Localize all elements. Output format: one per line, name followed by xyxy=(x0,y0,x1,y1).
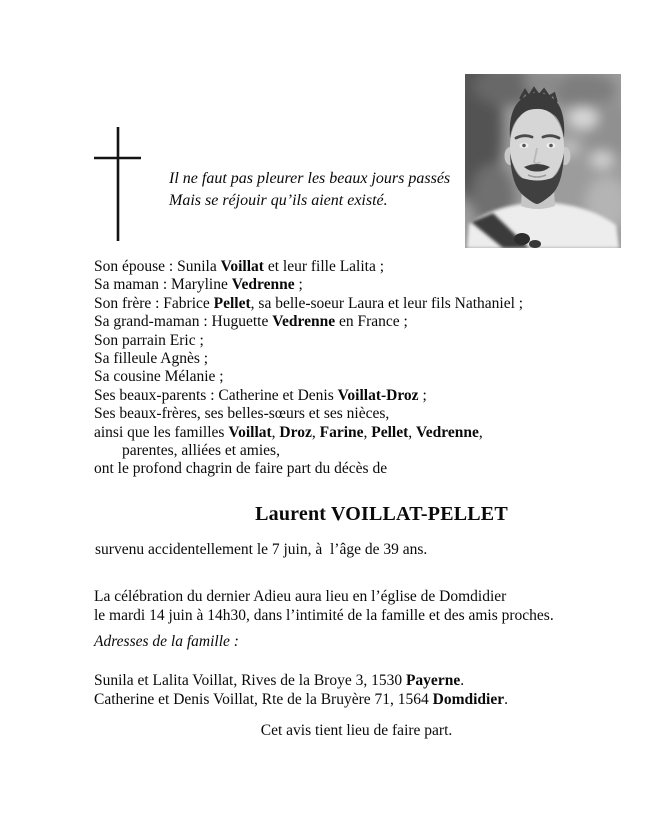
text-line xyxy=(94,276,523,294)
text-segment: Farine xyxy=(319,423,364,441)
text-segment: et leur fille Lalita ; xyxy=(263,258,385,275)
text-segment: Catherine et Denis Voillat, Rte de la Bruyère 71, 1564 xyxy=(94,690,433,708)
text-segment: ; xyxy=(294,276,303,294)
text-segment: Vedrenne xyxy=(416,423,479,441)
cross-icon xyxy=(90,121,150,251)
text-line xyxy=(94,405,523,423)
text-segment: . xyxy=(460,672,465,689)
epitaph-line-1: Il ne faut pas pleurer les beaux jours passés xyxy=(169,170,451,187)
death-circumstances: survenu accidentellement le 7 juin, à l’âge de 39 ans. xyxy=(95,541,428,558)
text-segment: Pellet xyxy=(371,423,409,441)
text-line xyxy=(94,442,523,460)
text-segment: en France ; xyxy=(335,313,408,331)
text-segment: , xyxy=(311,423,320,441)
text-line xyxy=(94,368,523,386)
text-line xyxy=(94,424,523,442)
text-segment: Sa cousine Mélanie ; xyxy=(94,368,224,386)
text-segment: Voillat xyxy=(220,258,264,275)
deceased-name: Laurent VOILLAT-PELLET xyxy=(255,503,508,525)
text-segment: Ses beaux-parents : Catherine et Denis xyxy=(94,386,338,404)
text-line xyxy=(94,387,523,405)
text-segment: ; xyxy=(418,386,427,404)
text-line xyxy=(94,350,523,368)
text-segment: Droz xyxy=(279,423,312,441)
text-line xyxy=(94,258,523,276)
text-segment: , xyxy=(271,423,280,441)
text-segment: Voillat-Droz xyxy=(337,386,419,404)
text-segment: Sa grand-maman : Huguette xyxy=(94,313,273,331)
text-segment: , xyxy=(363,423,372,441)
text-segment: . xyxy=(504,690,508,708)
text-segment: Ses beaux-frères, ses belles-sœurs et ses nièces, xyxy=(94,405,390,423)
text-segment: Pellet xyxy=(213,294,251,312)
portrait-photo xyxy=(465,74,621,248)
ceremony-line-2: le mardi 14 juin à 14h30, dans l’intimité de la famille et des amis proches. xyxy=(94,606,554,624)
text-line xyxy=(94,313,523,331)
text-segment: ainsi que les familles xyxy=(94,423,229,441)
text-segment: Sa maman : Maryline xyxy=(94,276,232,294)
epitaph-line-2: Mais se réjouir qu’ils aient existé. xyxy=(169,191,388,209)
ceremony-details xyxy=(94,588,554,625)
text-line xyxy=(94,295,523,313)
text-segment: ont le profond chagrin de faire part du décès de xyxy=(94,460,388,478)
text-line xyxy=(94,672,508,691)
text-segment: , xyxy=(408,423,417,441)
text-segment: Vedrenne xyxy=(231,276,295,294)
addresses-heading: Adresses de la famille : xyxy=(94,633,239,650)
text-line xyxy=(94,460,523,478)
text-line xyxy=(94,691,508,710)
text-segment: Voillat xyxy=(228,423,272,441)
closing-statement: Cet avis tient lieu de faire part. xyxy=(260,722,453,739)
text-line xyxy=(94,332,523,350)
family-addresses xyxy=(94,672,508,709)
text-segment: , xyxy=(478,423,483,441)
text-segment: Sa filleule Agnès ; xyxy=(94,350,209,368)
text-segment: parentes, alliées et amies, xyxy=(122,442,280,460)
text-segment: Vedrenne xyxy=(272,313,336,331)
text-segment: Son frère : Fabrice xyxy=(94,294,214,312)
text-segment: Domdidier xyxy=(432,690,505,708)
text-segment: , sa belle-soeur Laura et leur fils Nathaniel ; xyxy=(250,294,524,312)
text-segment: Son parrain Eric ; xyxy=(94,331,204,349)
epitaph-quote xyxy=(169,168,450,211)
text-segment: Son épouse : Sunila xyxy=(94,258,221,275)
family-list xyxy=(94,258,523,479)
text-segment: Sunila et Lalita Voillat, Rives de la Broye 3, 1530 xyxy=(94,672,406,689)
ceremony-line-1: La célébration du dernier Adieu aura lieu en l’église de Domdidier xyxy=(94,588,507,605)
text-segment: Payerne xyxy=(405,672,461,689)
